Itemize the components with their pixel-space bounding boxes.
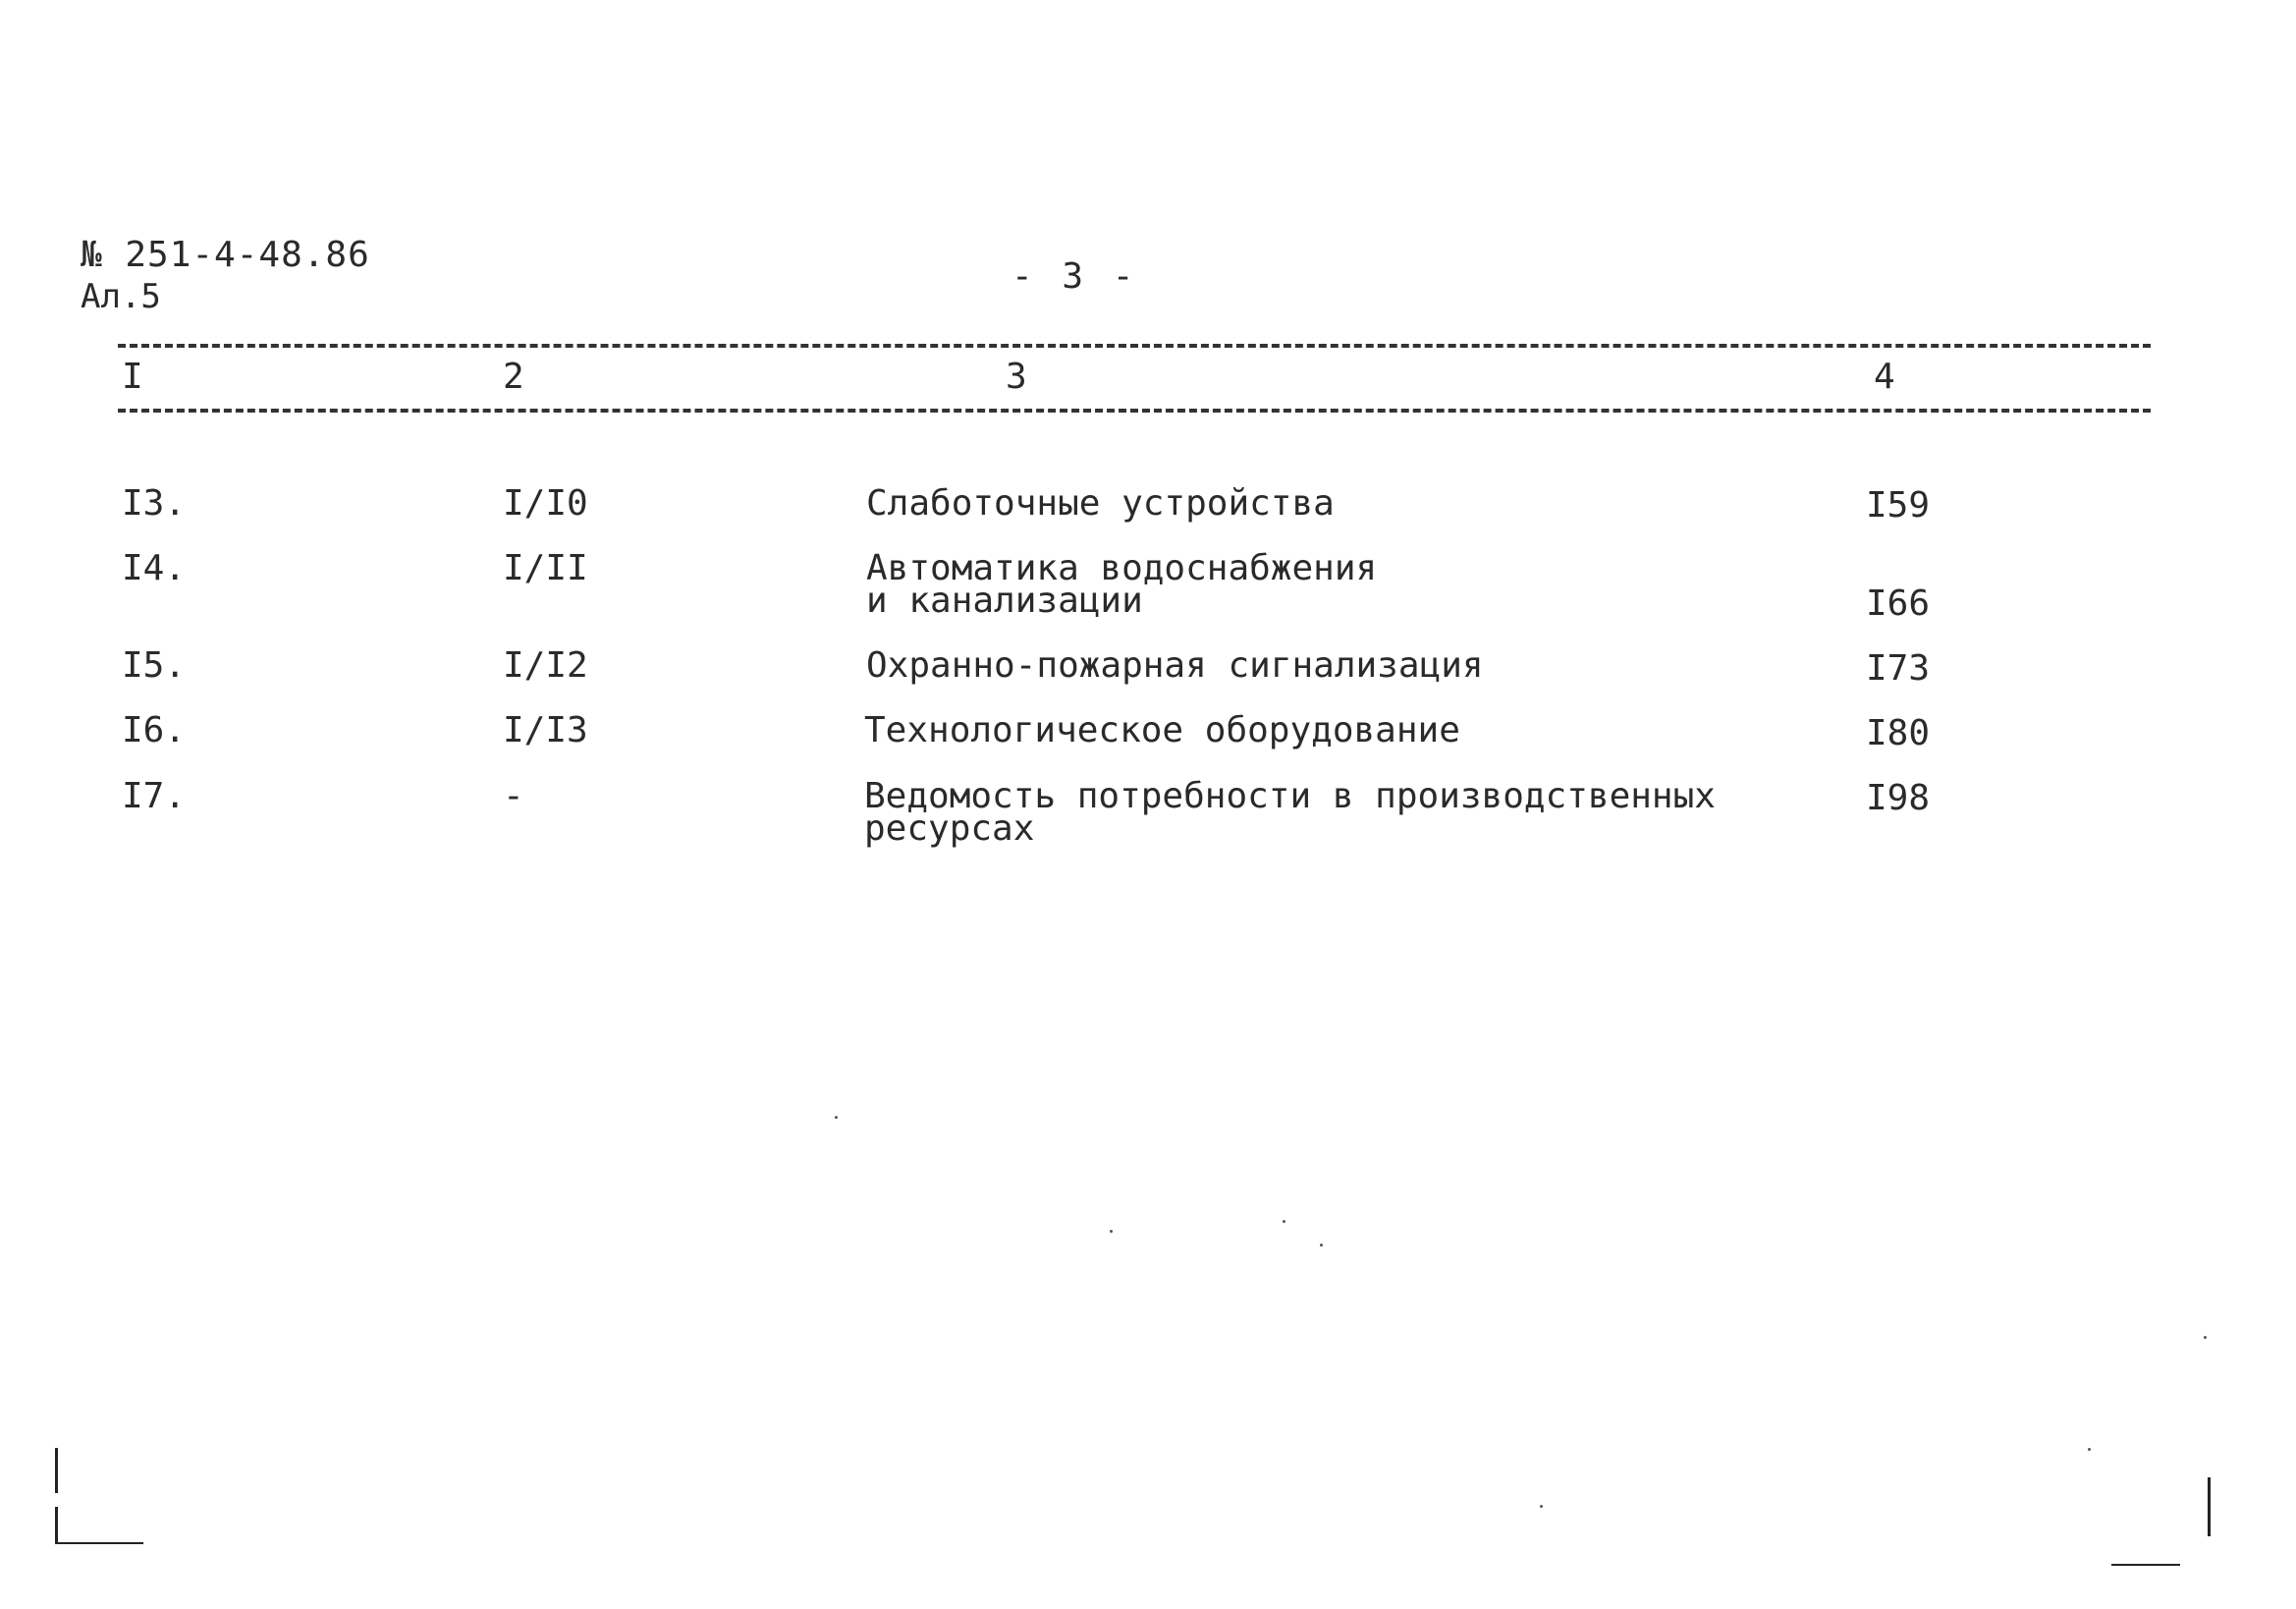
row-page: I98 <box>1866 778 1931 818</box>
row-number: I6. <box>122 710 187 750</box>
row-title-line-2: ресурсах <box>864 808 1035 849</box>
row-title-line-1: Автоматика водоснабжения <box>866 548 1378 588</box>
scan-speck <box>1540 1505 1543 1508</box>
row-page: I73 <box>1866 648 1931 689</box>
row-title-line-2: и канализации <box>866 581 1143 621</box>
row-title: Слаботочные устройства <box>866 483 1335 524</box>
table-header-rule <box>118 409 2151 413</box>
scan-speck <box>1110 1230 1113 1233</box>
row-title: Охранно-пожарная сигнализация <box>866 645 1484 686</box>
row-code: - <box>503 776 524 816</box>
column-header-2: 2 <box>503 357 524 397</box>
row-code: I/II <box>503 548 588 588</box>
scan-edge-mark <box>55 1448 58 1493</box>
scan-speck <box>835 1116 838 1119</box>
sheet-label: Ал.5 <box>81 277 161 316</box>
row-number: I7. <box>122 776 187 816</box>
row-code: I/I3 <box>503 710 588 750</box>
document-code: № 251-4-48.86 <box>81 235 370 275</box>
table-top-rule <box>118 344 2151 348</box>
scan-speck <box>2088 1448 2091 1451</box>
row-number: I3. <box>122 483 187 524</box>
row-code: I/I0 <box>503 483 588 524</box>
row-code: I/I2 <box>503 645 588 686</box>
scan-speck <box>2204 1336 2207 1339</box>
column-header-3: 3 <box>1006 357 1027 397</box>
scan-speck <box>1283 1220 1285 1223</box>
row-page: I80 <box>1866 713 1931 753</box>
row-number: I4. <box>122 548 187 588</box>
row-page: I59 <box>1866 485 1931 526</box>
page-number: - 3 - <box>1011 256 1138 297</box>
scan-edge-mark <box>57 1542 143 1544</box>
scan-edge-mark <box>55 1507 58 1544</box>
row-title-line-1: Ведомость потребности в производственных <box>864 776 1716 816</box>
scan-edge-mark <box>2111 1564 2180 1566</box>
scan-speck <box>1320 1244 1323 1247</box>
column-header-4: 4 <box>1874 357 1895 397</box>
column-header-1: I <box>122 357 143 397</box>
scan-edge-mark <box>2208 1477 2211 1536</box>
row-number: I5. <box>122 645 187 686</box>
row-title: Технологическое оборудование <box>864 710 1460 750</box>
row-page: I66 <box>1866 583 1931 624</box>
